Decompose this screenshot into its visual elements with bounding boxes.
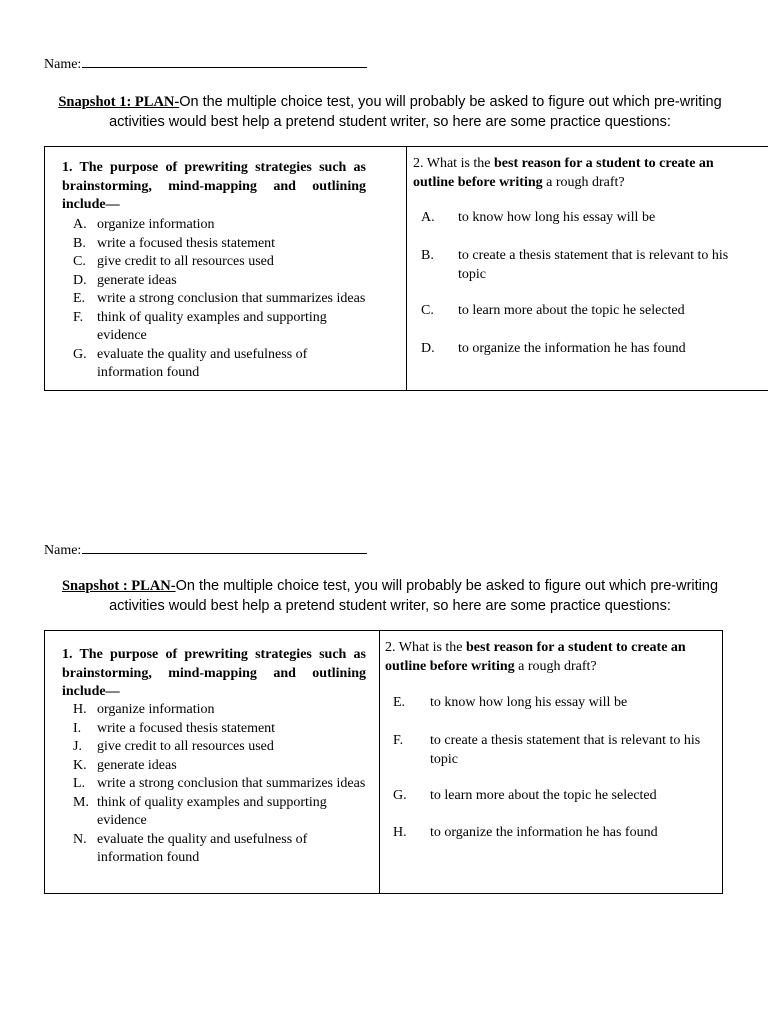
- option-letter: G.: [73, 346, 87, 362]
- question-2-prompt: [385, 639, 720, 676]
- question-2-cell: [407, 147, 768, 390]
- option-text: think of quality examples and supporting evidence: [97, 794, 327, 828]
- option-item[interactable]: [73, 794, 357, 831]
- name-blank-line: [82, 541, 367, 554]
- option-text: to know how long his essay will be: [430, 695, 628, 710]
- question-2-prompt: [413, 155, 753, 192]
- option-text: evaluate the quality and usefulness of information found: [97, 831, 308, 865]
- intro-text: On the multiple choice test, you will probably be asked to figure out which pre-writing activities would best help a pretend student writer, so here are some practice questions:: [109, 578, 719, 614]
- option-text: to know how long his essay will be: [458, 210, 656, 225]
- option-text: write a strong conclusion that summarizes ideas: [97, 776, 366, 791]
- option-letter: F.: [73, 309, 84, 325]
- option-item[interactable]: [73, 720, 373, 739]
- name-blank-line: [82, 55, 367, 68]
- prompt-end: a rough draft?: [542, 174, 625, 190]
- option-letter: G.: [393, 788, 407, 803]
- question-1-prompt: 1. The purpose of prewriting strategies such as brainstorming, mind-mapping and outlining include—: [62, 647, 366, 699]
- option-text: give credit to all resources used: [97, 254, 274, 269]
- option-text: evaluate the quality and usefulness of information found: [97, 346, 308, 380]
- option-item[interactable]: [73, 290, 395, 309]
- option-item[interactable]: [73, 701, 373, 720]
- question-table-2: [44, 630, 723, 894]
- option-item[interactable]: [73, 738, 373, 757]
- option-item[interactable]: [73, 309, 357, 346]
- option-letter: E.: [393, 695, 406, 710]
- option-text: write a focused thesis statement: [97, 235, 276, 251]
- option-letter: E.: [73, 291, 86, 306]
- name-label: Name:: [44, 57, 82, 72]
- prompt-bold: best reason for a student to create an outline before writing: [413, 156, 714, 190]
- question-table-1: [44, 146, 768, 391]
- option-text: to learn more about the topic he selected: [458, 303, 685, 318]
- question-1-prompt: 1. The purpose of prewriting strategies such as brainstorming, mind-mapping and outlining include—: [62, 160, 366, 212]
- snapshot-title: Snapshot : PLAN-: [61, 578, 176, 594]
- option-item[interactable]: [73, 253, 395, 272]
- option-letter: A.: [421, 210, 435, 225]
- option-letter: H.: [393, 825, 407, 840]
- option-letter: B.: [421, 248, 434, 263]
- prompt-start: 2. What is the: [385, 640, 467, 655]
- snapshot-title: Snapshot 1: PLAN-: [58, 94, 180, 110]
- option-item[interactable]: [73, 775, 367, 794]
- option-letter: C.: [73, 254, 86, 269]
- option-text: generate ideas: [97, 272, 177, 288]
- option-letter: N.: [73, 831, 87, 847]
- intro-paragraph-1: [40, 92, 740, 132]
- option-text: generate ideas: [97, 757, 177, 773]
- option-text: write a strong conclusion that summarizes ideas: [97, 291, 366, 306]
- option-item[interactable]: [73, 272, 395, 291]
- option-item[interactable]: [73, 757, 373, 776]
- question-1-options: [73, 701, 373, 868]
- question-1-options: [73, 216, 395, 383]
- option-letter: L.: [73, 776, 86, 791]
- option-text: give credit to all resources used: [97, 739, 274, 754]
- name-field-2: [44, 541, 367, 559]
- prompt-start: 2. What is the: [413, 156, 495, 171]
- option-text: to create a thesis statement that is relevant to his topic: [458, 248, 729, 282]
- option-item[interactable]: [73, 831, 357, 868]
- option-text: think of quality examples and supporting evidence: [97, 309, 327, 343]
- option-letter: B.: [73, 235, 86, 251]
- option-letter: D.: [421, 341, 435, 356]
- question-1-cell: [45, 631, 380, 893]
- option-letter: J.: [73, 739, 82, 754]
- option-text: to organize the information he has found: [430, 825, 658, 840]
- option-letter: C.: [421, 303, 434, 318]
- question-2-cell: [379, 631, 722, 893]
- option-text: organize information: [97, 217, 215, 232]
- option-text: organize information: [97, 702, 215, 717]
- option-letter: M.: [73, 794, 89, 810]
- option-letter: K.: [73, 757, 87, 773]
- option-text: write a focused thesis statement: [97, 720, 276, 736]
- option-text: to learn more about the topic he selected: [430, 788, 657, 803]
- option-text: to organize the information he has found: [458, 341, 686, 356]
- prompt-bold: best reason for a student to create an outline before writing: [385, 640, 686, 674]
- option-letter: F.: [393, 733, 404, 748]
- name-field-1: [44, 55, 367, 73]
- prompt-end: a rough draft?: [514, 658, 597, 674]
- intro-text: On the multiple choice test, you will probably be asked to figure out which pre-writing activities would best help a pretend student writer, so here are some practice questions:: [109, 94, 722, 130]
- intro-paragraph-2: [34, 576, 746, 616]
- question-1-cell: [45, 147, 407, 390]
- option-item[interactable]: [73, 235, 395, 254]
- option-letter: H.: [73, 702, 87, 717]
- option-letter: A.: [73, 217, 87, 232]
- option-letter: I.: [73, 720, 82, 736]
- name-label: Name:: [44, 543, 82, 558]
- option-text: to create a thesis statement that is relevant to his topic: [430, 733, 701, 767]
- option-letter: D.: [73, 272, 87, 288]
- option-item[interactable]: [73, 346, 357, 383]
- option-item[interactable]: [73, 216, 395, 235]
